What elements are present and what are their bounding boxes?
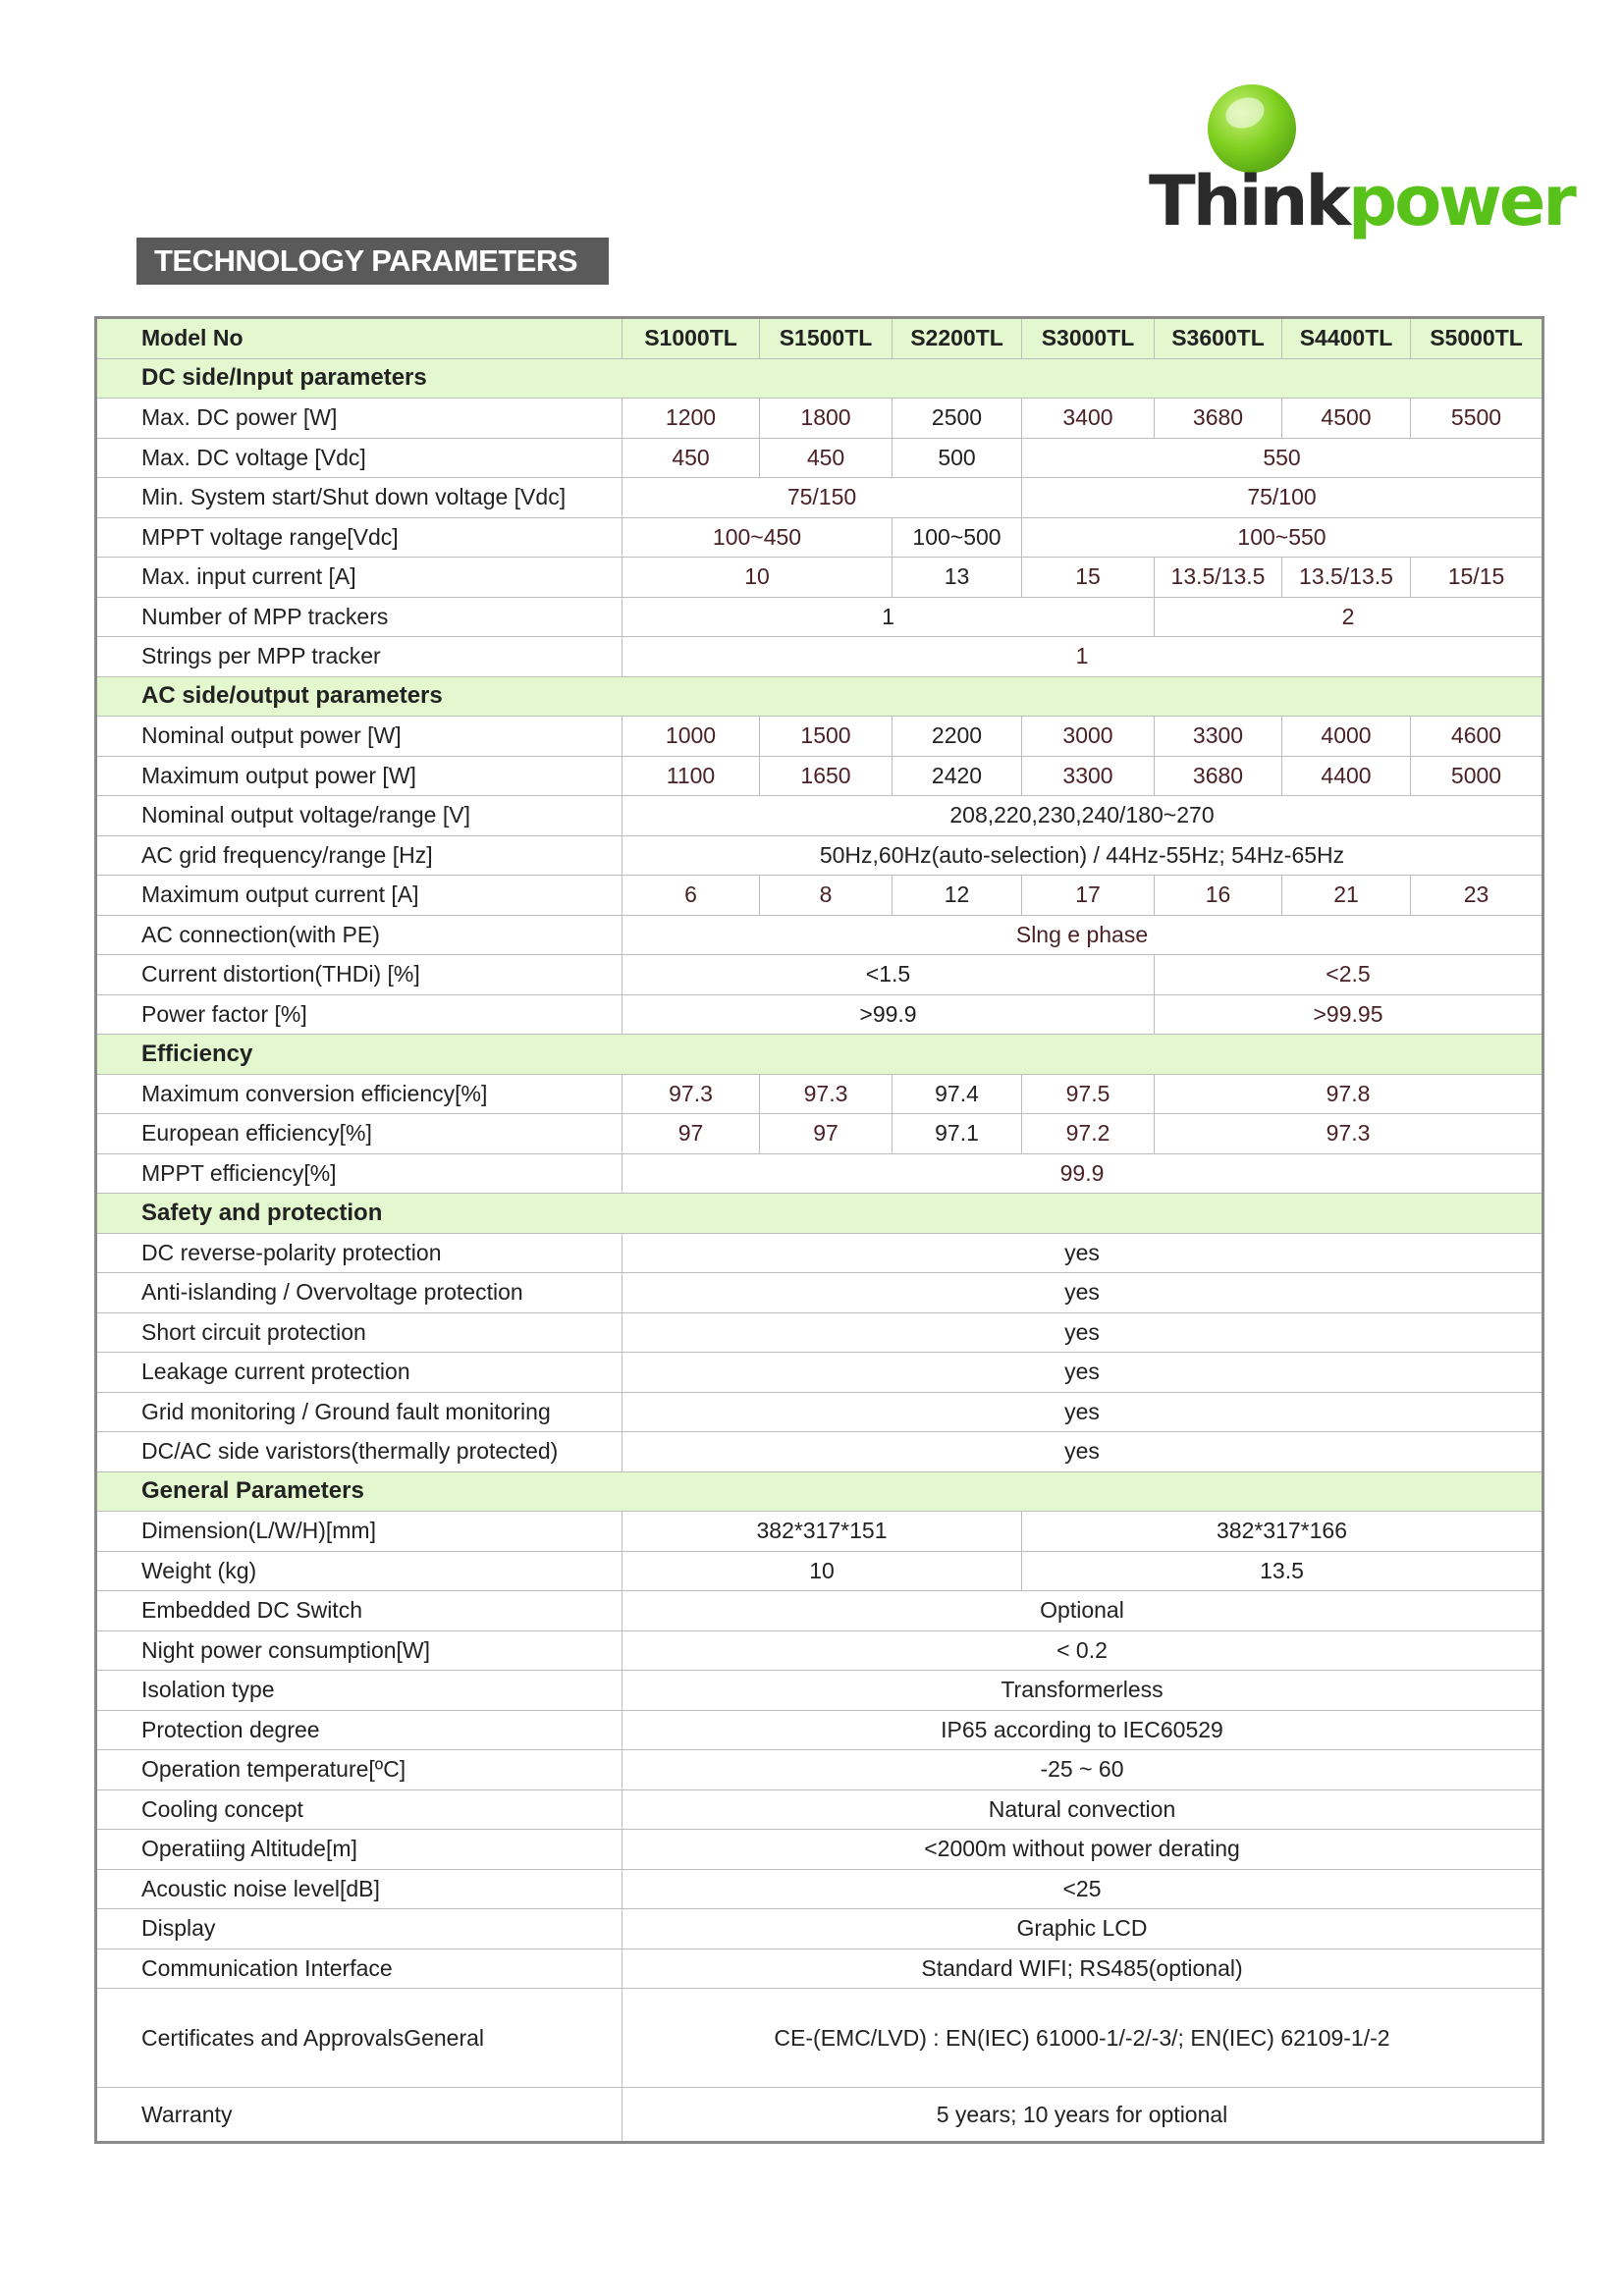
row-label: Maximum output current [A] [96, 876, 623, 916]
cell-value: 97.3 [1155, 1114, 1543, 1154]
cell-value: 3000 [1022, 717, 1155, 757]
row-label: Model No [96, 318, 623, 359]
cell-value: 382*317*166 [1022, 1512, 1543, 1552]
cell-value: 13 [893, 558, 1022, 598]
cell-value: 382*317*151 [623, 1512, 1022, 1552]
cell-value: 1650 [760, 756, 893, 796]
model-name: S1500TL [760, 318, 893, 359]
cell-value: CE-(EMC/LVD) : EN(IEC) 61000-1/-2/-3/; EN(IEC) 62109-1/-2 [623, 1989, 1543, 2088]
row-label: Maximum output power [W] [96, 756, 623, 796]
row-label: Max. DC power [W] [96, 399, 623, 439]
cell-value: yes [623, 1432, 1543, 1472]
spec-row [96, 1869, 1543, 1909]
cell-value: 21 [1282, 876, 1411, 916]
cell-value: 97.5 [1022, 1074, 1155, 1114]
cell-value: 97.2 [1022, 1114, 1155, 1154]
spec-row [96, 1789, 1543, 1830]
row-label: Certificates and ApprovalsGeneral [96, 1989, 623, 2088]
section-title: Efficiency [96, 1035, 1543, 1075]
spec-row [96, 597, 1543, 637]
section-header [96, 1194, 1543, 1234]
cell-value: 50Hz,60Hz(auto-selection) / 44Hz-55Hz; 54Hz-65Hz [623, 835, 1543, 876]
section-banner: TECHNOLOGY PARAMETERS [136, 238, 609, 285]
cell-value: yes [623, 1233, 1543, 1273]
spec-row [96, 955, 1543, 995]
cell-value: Graphic LCD [623, 1909, 1543, 1949]
cell-value: 2200 [893, 717, 1022, 757]
logo-wordmark: Thinkpower [1149, 161, 1574, 241]
cell-value: Standard WIFI; RS485(optional) [623, 1949, 1543, 1989]
spec-row [96, 637, 1543, 677]
cell-value: -25 ~ 60 [623, 1750, 1543, 1790]
cell-value: 97.1 [893, 1114, 1022, 1154]
cell-value: Transformerless [623, 1671, 1543, 1711]
spec-row [96, 2088, 1543, 2143]
cell-value: 23 [1411, 876, 1543, 916]
cell-value: 15 [1022, 558, 1155, 598]
cell-value: IP65 according to IEC60529 [623, 1710, 1543, 1750]
cell-value: >99.9 [623, 994, 1155, 1035]
cell-value: 97.4 [893, 1074, 1022, 1114]
spec-row [96, 1512, 1543, 1552]
spec-row [96, 1114, 1543, 1154]
section-title: Safety and protection [96, 1194, 1543, 1234]
row-label: Power factor [%] [96, 994, 623, 1035]
row-label: Weight (kg) [96, 1551, 623, 1591]
section-header [96, 358, 1543, 399]
cell-value: 8 [760, 876, 893, 916]
cell-value: 1000 [623, 717, 760, 757]
cell-value: Slng e phase [623, 915, 1543, 955]
cell-value: <2.5 [1155, 955, 1543, 995]
cell-value: 97.3 [760, 1074, 893, 1114]
cell-value: 17 [1022, 876, 1155, 916]
cell-value: 100~500 [893, 517, 1022, 558]
cell-value: 3300 [1022, 756, 1155, 796]
row-label: Min. System start/Shut down voltage [Vdc] [96, 478, 623, 518]
model-name: S3000TL [1022, 318, 1155, 359]
spec-row [96, 1551, 1543, 1591]
spec-row [96, 915, 1543, 955]
row-label: Anti-islanding / Overvoltage protection [96, 1273, 623, 1313]
cell-value: yes [623, 1353, 1543, 1393]
model-name: S2200TL [893, 318, 1022, 359]
spec-row [96, 717, 1543, 757]
spec-row [96, 1909, 1543, 1949]
cell-value: 13.5/13.5 [1282, 558, 1411, 598]
cell-value: 450 [623, 438, 760, 478]
spec-row [96, 835, 1543, 876]
cell-value: 10 [623, 1551, 1022, 1591]
row-label: European efficiency[%] [96, 1114, 623, 1154]
section-header [96, 676, 1543, 717]
cell-value: 5000 [1411, 756, 1543, 796]
cell-value: 550 [1022, 438, 1543, 478]
cell-value: 3680 [1155, 399, 1282, 439]
spec-row [96, 517, 1543, 558]
row-label: MPPT voltage range[Vdc] [96, 517, 623, 558]
cell-value: <2000m without power derating [623, 1830, 1543, 1870]
logo-ball-icon [1208, 84, 1296, 173]
spec-row [96, 1312, 1543, 1353]
row-label: Operatiing Altitude[m] [96, 1830, 623, 1870]
cell-value: <1.5 [623, 955, 1155, 995]
row-label: Operation temperature[ºC] [96, 1750, 623, 1790]
cell-value: 12 [893, 876, 1022, 916]
spec-row [96, 1710, 1543, 1750]
cell-value: yes [623, 1392, 1543, 1432]
cell-value: 99.9 [623, 1153, 1543, 1194]
section-title: AC side/output parameters [96, 676, 1543, 717]
row-label: Max. input current [A] [96, 558, 623, 598]
cell-value: 97 [760, 1114, 893, 1154]
row-label: Max. DC voltage [Vdc] [96, 438, 623, 478]
cell-value: 13.5 [1022, 1551, 1543, 1591]
row-label: Embedded DC Switch [96, 1591, 623, 1631]
section-header [96, 1035, 1543, 1075]
cell-value: 2500 [893, 399, 1022, 439]
cell-value: 1800 [760, 399, 893, 439]
spec-row [96, 1074, 1543, 1114]
cell-value: Natural convection [623, 1789, 1543, 1830]
cell-value: 4500 [1282, 399, 1411, 439]
model-row [96, 318, 1543, 359]
cell-value: 97 [623, 1114, 760, 1154]
cell-value: yes [623, 1312, 1543, 1353]
cell-value: 3680 [1155, 756, 1282, 796]
row-label: Acoustic noise level[dB] [96, 1869, 623, 1909]
model-name: S4400TL [1282, 318, 1411, 359]
cell-value: 10 [623, 558, 893, 598]
cell-value: 4000 [1282, 717, 1411, 757]
section-header [96, 1471, 1543, 1512]
row-label: Short circuit protection [96, 1312, 623, 1353]
row-label: Nominal output power [W] [96, 717, 623, 757]
cell-value: Optional [623, 1591, 1543, 1631]
row-label: MPPT efficiency[%] [96, 1153, 623, 1194]
spec-row [96, 1630, 1543, 1671]
cell-value: 1 [623, 597, 1155, 637]
row-label: Maximum conversion efficiency[%] [96, 1074, 623, 1114]
cell-value: 97.8 [1155, 1074, 1543, 1114]
spec-row [96, 1591, 1543, 1631]
row-label: Current distortion(THDi) [%] [96, 955, 623, 995]
cell-value: 2 [1155, 597, 1543, 637]
spec-row [96, 796, 1543, 836]
spec-row [96, 1949, 1543, 1989]
model-name: S5000TL [1411, 318, 1543, 359]
cell-value: < 0.2 [623, 1630, 1543, 1671]
cell-value: 100~550 [1022, 517, 1543, 558]
cell-value: 4600 [1411, 717, 1543, 757]
spec-row [96, 1233, 1543, 1273]
spec-table [94, 316, 1544, 2144]
spec-row [96, 558, 1543, 598]
row-label: Display [96, 1909, 623, 1949]
spec-row [96, 1353, 1543, 1393]
spec-row [96, 399, 1543, 439]
spec-row [96, 1750, 1543, 1790]
spec-row [96, 1830, 1543, 1870]
cell-value: 5 years; 10 years for optional [623, 2088, 1543, 2143]
row-label: Number of MPP trackers [96, 597, 623, 637]
spec-row [96, 1432, 1543, 1472]
cell-value: 1 [623, 637, 1543, 677]
cell-value: 5500 [1411, 399, 1543, 439]
row-label: Night power consumption[W] [96, 1630, 623, 1671]
row-label: Strings per MPP tracker [96, 637, 623, 677]
row-label: DC/AC side varistors(thermally protected) [96, 1432, 623, 1472]
model-name: S1000TL [623, 318, 760, 359]
cell-value: 75/100 [1022, 478, 1543, 518]
cell-value: yes [623, 1273, 1543, 1313]
cell-value: <25 [623, 1869, 1543, 1909]
row-label: Grid monitoring / Ground fault monitoring [96, 1392, 623, 1432]
row-label: Warranty [96, 2088, 623, 2143]
cell-value: 75/150 [623, 478, 1022, 518]
row-label: DC reverse-polarity protection [96, 1233, 623, 1273]
spec-row [96, 1989, 1543, 2088]
cell-value: 450 [760, 438, 893, 478]
thinkpower-logo [1149, 84, 1574, 251]
spec-row [96, 1273, 1543, 1313]
row-label: AC connection(with PE) [96, 915, 623, 955]
row-label: AC grid frequency/range [Hz] [96, 835, 623, 876]
spec-row [96, 1153, 1543, 1194]
cell-value: 3400 [1022, 399, 1155, 439]
cell-value: 4400 [1282, 756, 1411, 796]
row-label: Dimension(L/W/H)[mm] [96, 1512, 623, 1552]
cell-value: 16 [1155, 876, 1282, 916]
row-label: Protection degree [96, 1710, 623, 1750]
spec-row [96, 756, 1543, 796]
row-label: Leakage current protection [96, 1353, 623, 1393]
spec-row [96, 1392, 1543, 1432]
spec-row [96, 994, 1543, 1035]
cell-value: 208,220,230,240/180~270 [623, 796, 1543, 836]
row-label: Cooling concept [96, 1789, 623, 1830]
row-label: Isolation type [96, 1671, 623, 1711]
cell-value: 1200 [623, 399, 760, 439]
cell-value: >99.95 [1155, 994, 1543, 1035]
cell-value: 15/15 [1411, 558, 1543, 598]
section-title: DC side/Input parameters [96, 358, 1543, 399]
row-label: Communication Interface [96, 1949, 623, 1989]
row-label: Nominal output voltage/range [V] [96, 796, 623, 836]
cell-value: 1500 [760, 717, 893, 757]
spec-row [96, 1671, 1543, 1711]
section-title: General Parameters [96, 1471, 1543, 1512]
spec-row [96, 478, 1543, 518]
cell-value: 6 [623, 876, 760, 916]
cell-value: 3300 [1155, 717, 1282, 757]
cell-value: 13.5/13.5 [1155, 558, 1282, 598]
cell-value: 97.3 [623, 1074, 760, 1114]
spec-row [96, 876, 1543, 916]
cell-value: 100~450 [623, 517, 893, 558]
cell-value: 500 [893, 438, 1022, 478]
cell-value: 1100 [623, 756, 760, 796]
model-name: S3600TL [1155, 318, 1282, 359]
cell-value: 2420 [893, 756, 1022, 796]
spec-row [96, 438, 1543, 478]
